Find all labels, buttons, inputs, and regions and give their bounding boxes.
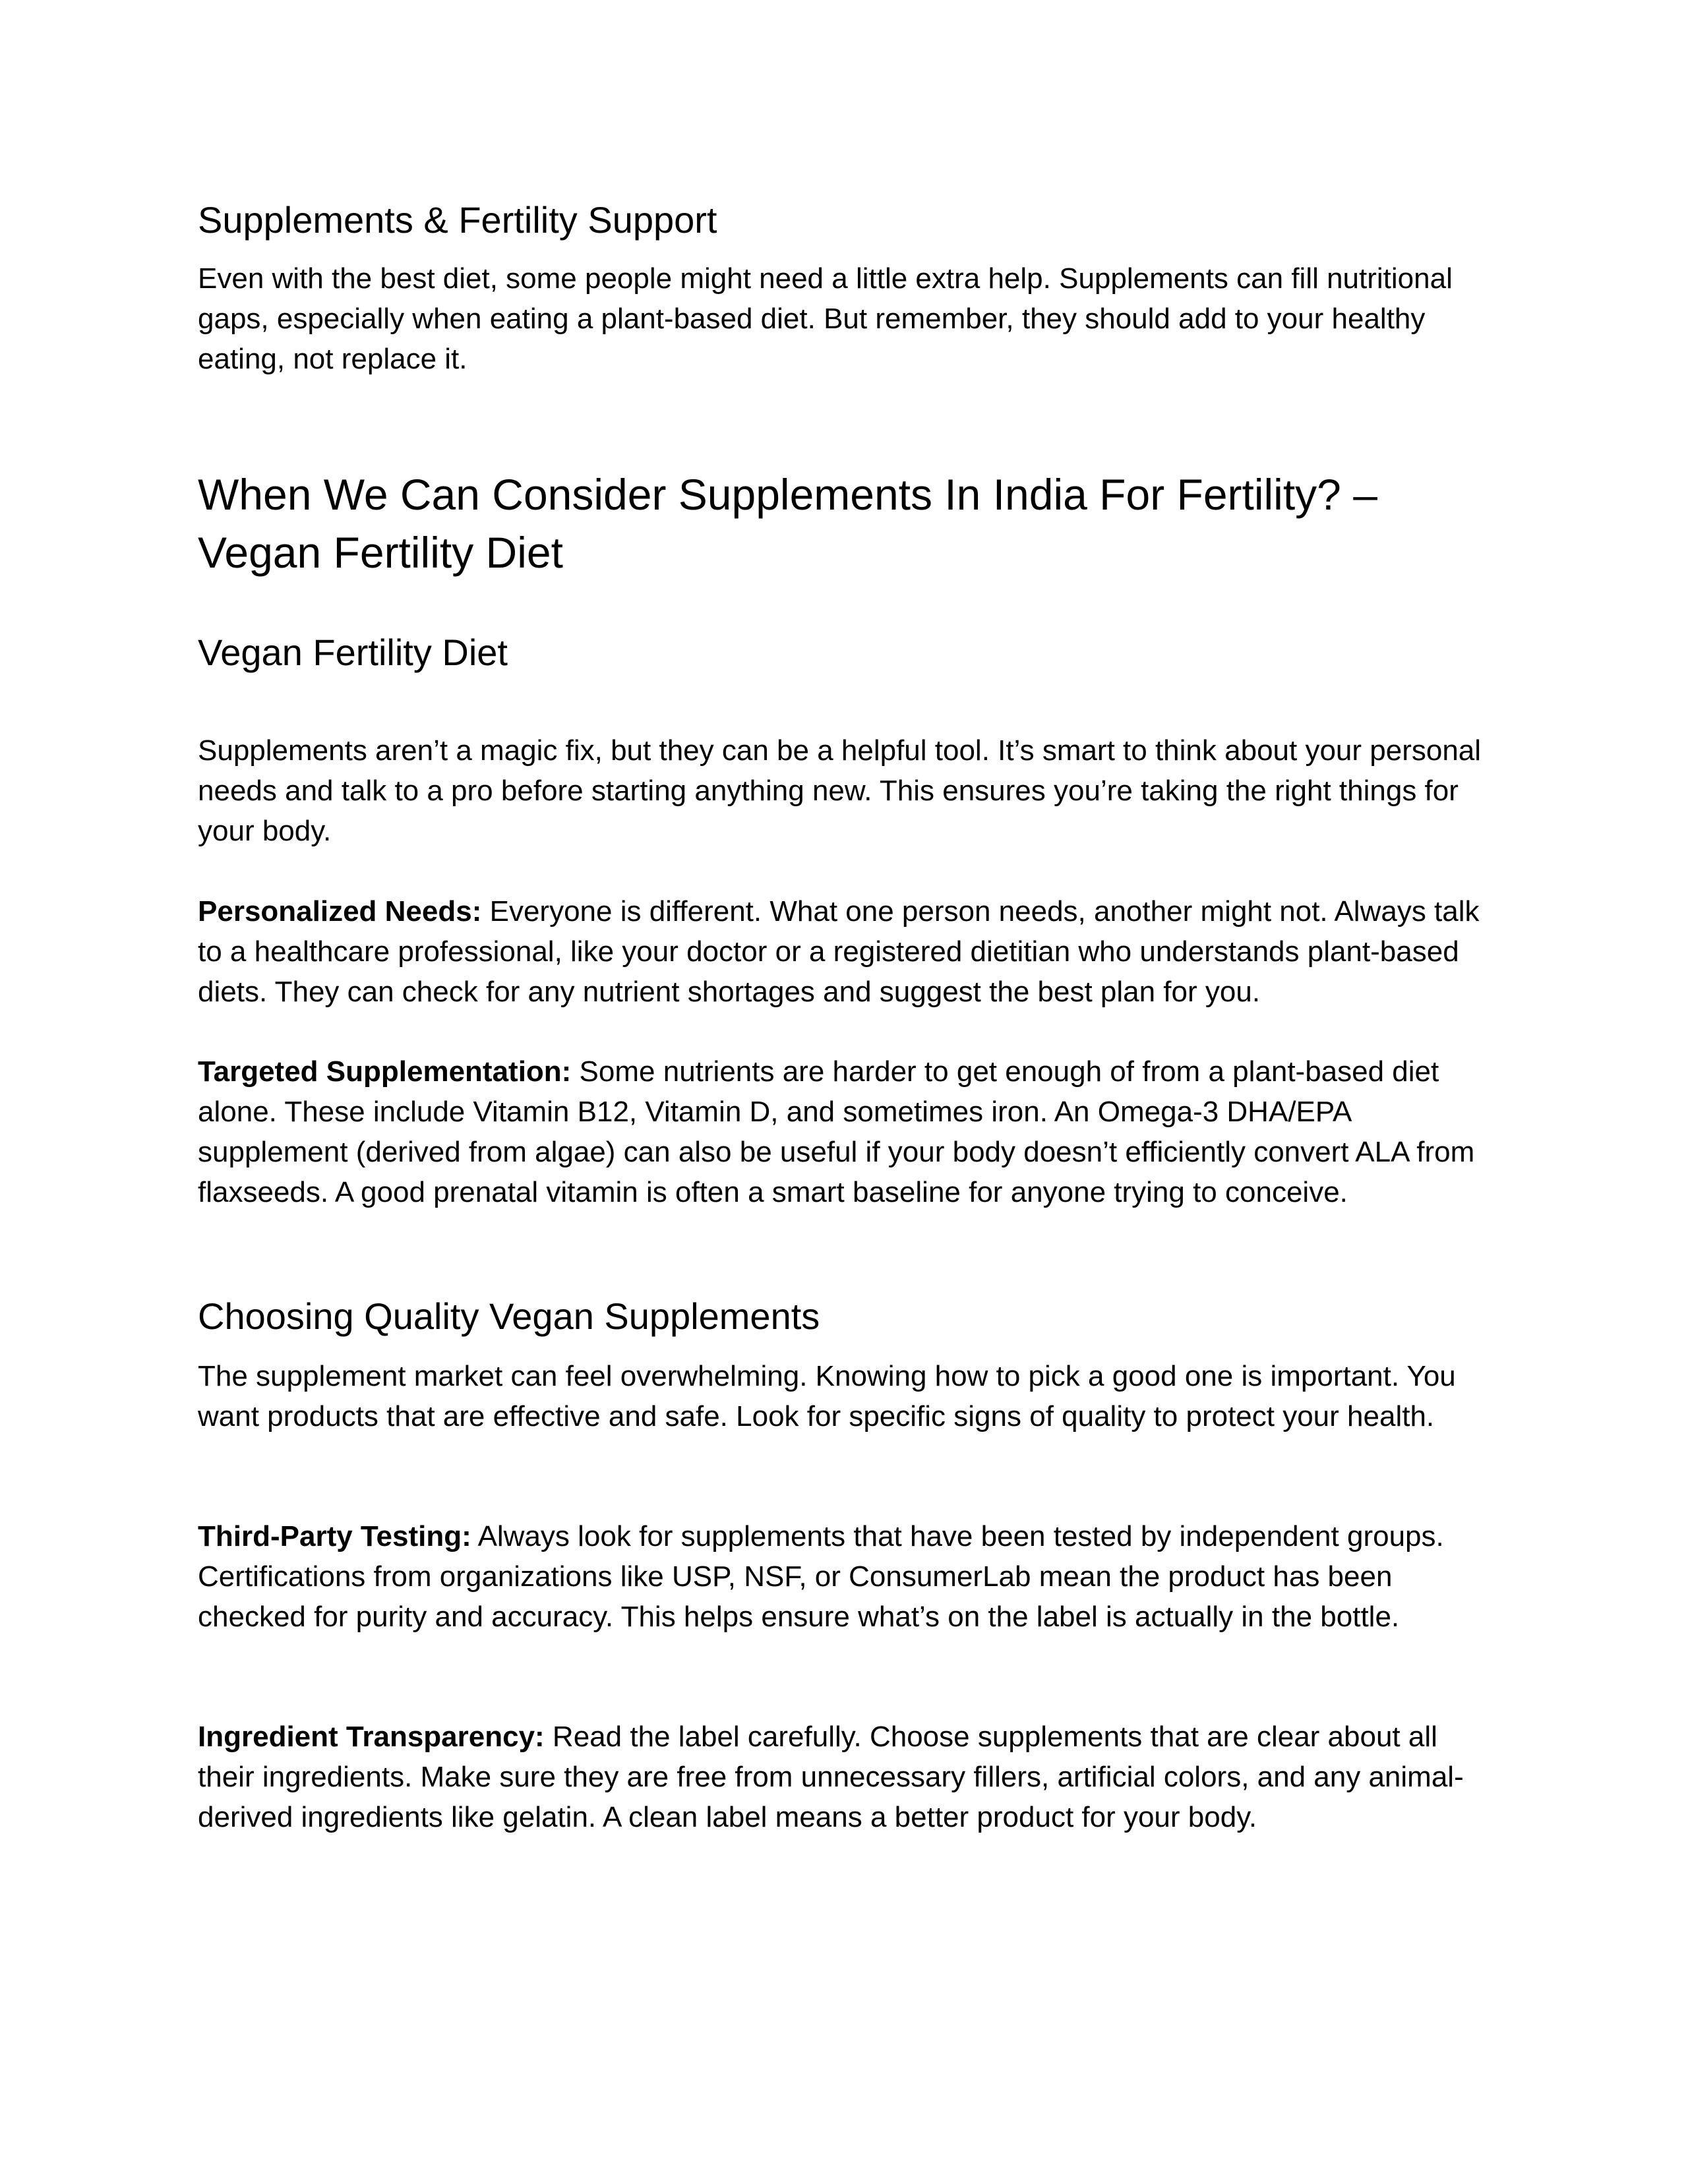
ingredient-transparency-paragraph — [198, 1717, 1490, 1837]
vegan-intro-paragraph: Supplements aren’t a magic fix, but they can be a helpful tool. It’s smart to think about your personal needs and talk to a pro before starting anything new. This ensures you’re taking the right things for your body. — [198, 734, 1482, 847]
ingredient-transparency-label: Ingredient Transparency: — [198, 1721, 545, 1753]
supplements-intro-paragraph: Even with the best diet, some people might need a little extra help. Supplements can fill nutritional gaps, especially when eating a plant-based diet. But remember, they should add to your healthy eating, not replace it. — [198, 262, 1453, 375]
targeted-supplementation-text: Some nutrients are harder to get enough of from a plant-based diet alone. These include Vitamin B12, Vitamin D, and sometimes iron. An Omega-3 DHA/EPA supplement (derived from algae) can also be useful if your body doesn’t efficiently convert ALA from flaxseeds. A good prenatal vitamin is often a smart baseline for anyone trying to conceive. — [198, 1055, 1475, 1208]
third-party-testing-label: Third-Party Testing: — [198, 1520, 471, 1552]
third-party-testing-text: Always look for supplements that have been tested by independent groups. Certifications from organizations like USP, NSF, or ConsumerLab mean the product has been checked for purity and accuracy. This helps ensure what’s on the label is actually in the bottle. — [198, 1520, 1444, 1633]
personalized-needs-paragraph — [198, 891, 1490, 1012]
targeted-supplementation-paragraph — [198, 1051, 1490, 1212]
supplements-heading: Supplements & Fertility Support — [198, 199, 717, 241]
targeted-supplementation-label: Targeted Supplementation: — [198, 1055, 572, 1088]
third-party-testing-paragraph — [198, 1516, 1490, 1637]
ingredient-transparency-text: Read the label carefully. Choose supplements that are clear about all their ingredients. Make sure they are free from unnecessary fillers, artificial colors, and any animal-derived ingredients like gelatin. A clean label means a better product for your body. — [198, 1721, 1464, 1833]
vegan-fertility-heading: Vegan Fertility Diet — [198, 632, 508, 673]
personalized-needs-label: Personalized Needs: — [198, 895, 482, 928]
choosing-intro-paragraph: The supplement market can feel overwhelming. Knowing how to pick a good one is important. You want products that are effective and safe. Look for specific signs of quality to protect your health. — [198, 1360, 1456, 1432]
personalized-needs-text: Everyone is different. What one person needs, another might not. Always talk to a healthcare professional, like your doctor or a registered dietitian who understands plant-based diets. They can check for any nutrient shortages and suggest the best plan for you. — [198, 895, 1480, 1008]
when-heading: When We Can Consider Supplements In India For Fertility? – Vegan Fertility Diet — [198, 470, 1377, 577]
choosing-quality-heading: Choosing Quality Vegan Supplements — [198, 1295, 820, 1337]
